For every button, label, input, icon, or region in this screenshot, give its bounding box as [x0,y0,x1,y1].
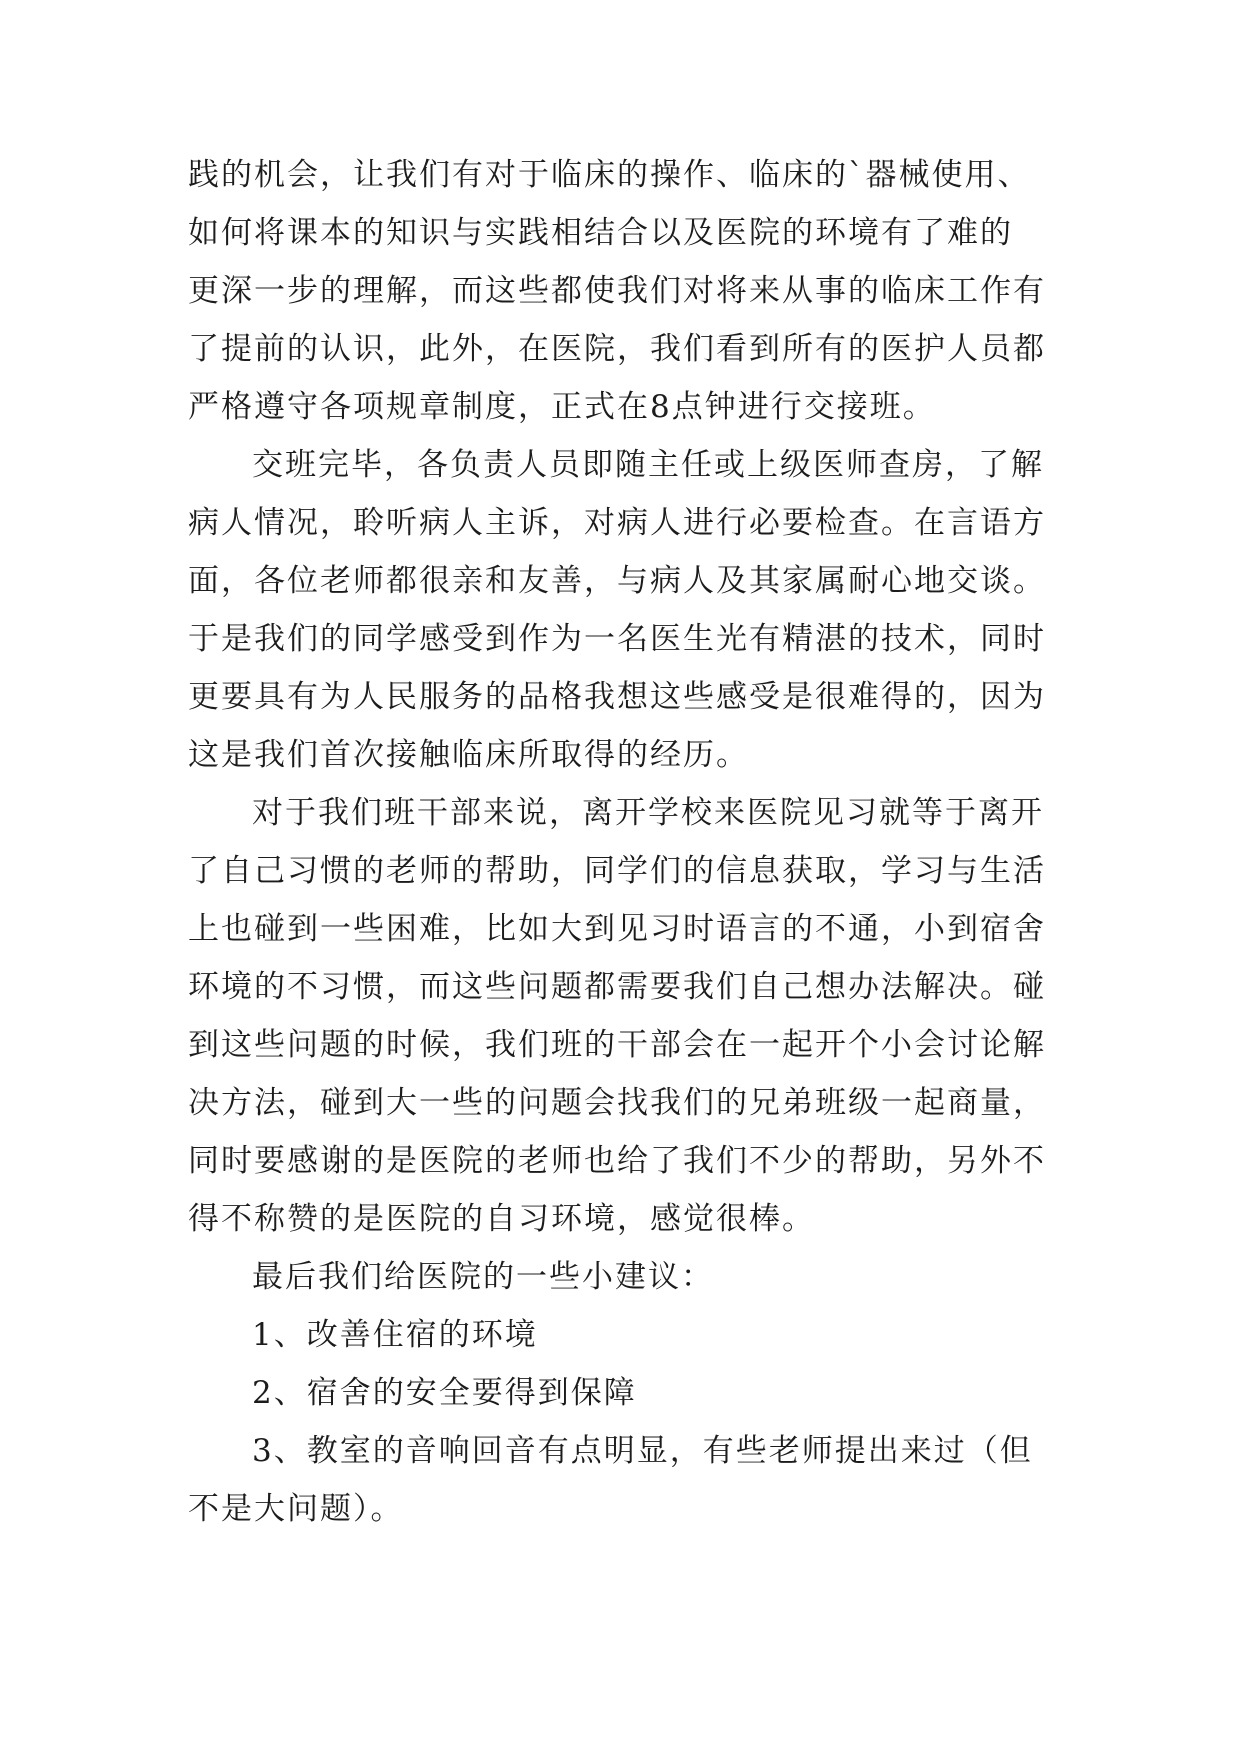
text-line: 严格遵守各项规章制度，正式在8点钟进行交接班。 [188,389,936,425]
text-line: 践的机会，让我们有对于临床的操作、临床的`器械使用、 [188,157,1031,193]
list-item: 2、宿舍的安全要得到保障 [252,1375,637,1411]
text-line: 面，各位老师都很亲和友善，与病人及其家属耐心地交谈。 [188,563,1046,599]
text-line: 这是我们首次接触临床所取得的经历。 [188,737,749,773]
text-line: 交班完毕，各负责人员即随主任或上级医师查房，了解 [252,447,1044,483]
text-line: 了提前的认识，此外，在医院，我们看到所有的医护人员都 [188,331,1046,367]
text-line: 同时要感谢的是医院的老师也给了我们不少的帮助，另外不 [188,1143,1046,1179]
text-line: 到这些问题的时候，我们班的干部会在一起开个小会讨论解 [188,1027,1046,1063]
document-body [188,146,1068,1538]
text-line: 了自己习惯的老师的帮助，同学们的信息获取，学习与生活 [188,853,1046,889]
text-line: 更要具有为人民服务的品格我想这些感受是很难得的，因为 [188,679,1046,715]
list-item: 3、教室的音响回音有点明显，有些老师提出来过（但 [252,1433,1033,1469]
text-line: 更深一步的理解，而这些都使我们对将来从事的临床工作有 [188,273,1046,309]
text-line: 如何将课本的知识与实践相结合以及医院的环境有了难的 [188,215,1013,251]
text-line: 得不称赞的是医院的自习环境，感觉很棒。 [188,1201,815,1237]
list-item: 1、改善住宿的环境 [252,1317,538,1353]
text-line: 决方法，碰到大一些的问题会找我们的兄弟班级一起商量， [188,1085,1046,1121]
text-line: 上也碰到一些困难，比如大到见习时语言的不通，小到宿舍 [188,911,1046,947]
text-line: 环境的不习惯，而这些问题都需要我们自己想办法解决。碰 [188,969,1046,1005]
text-line: 对于我们班干部来说，离开学校来医院见习就等于离开 [252,795,1044,831]
text-line: 不是大问题）。 [188,1491,404,1527]
text-line: 于是我们的同学感受到作为一名医生光有精湛的技术，同时 [188,621,1046,657]
text-line: 病人情况，聆听病人主诉，对病人进行必要检查。在言语方 [188,505,1046,541]
text-line: 最后我们给医院的一些小建议： [252,1259,714,1295]
